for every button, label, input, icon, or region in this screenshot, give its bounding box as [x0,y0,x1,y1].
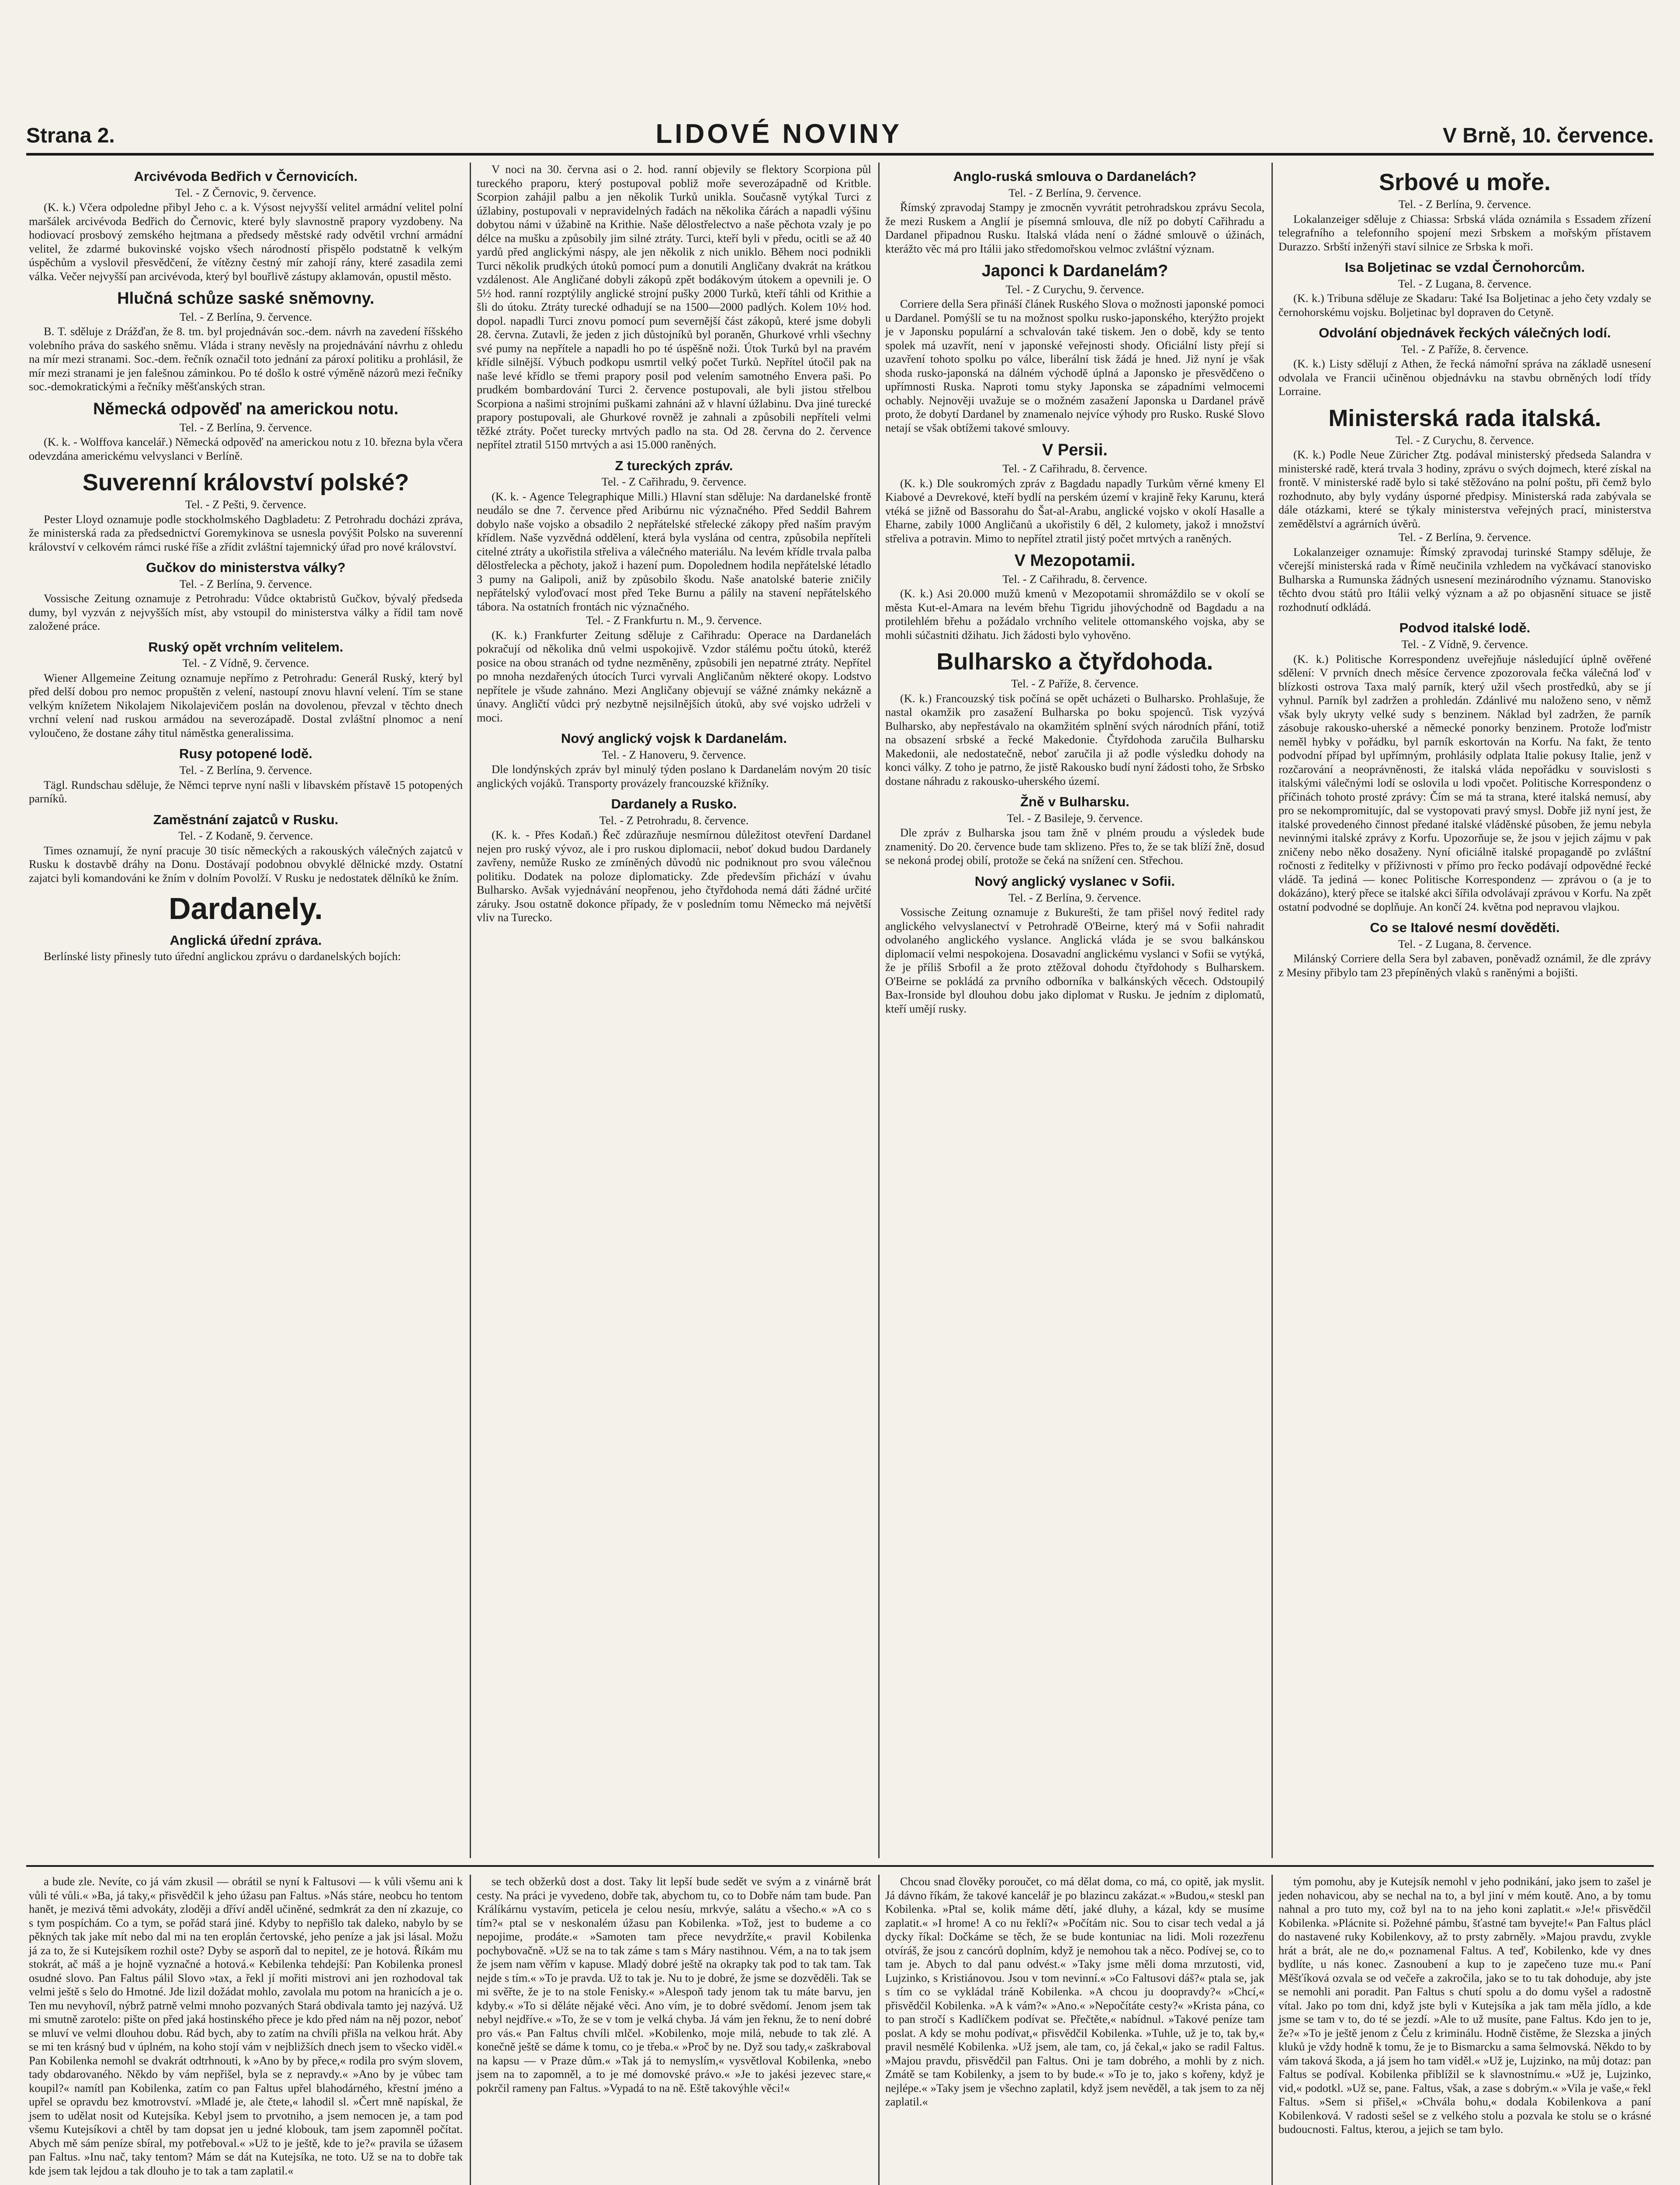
feuilleton-column-3 [883,1875,1267,2185]
dateline: Tel. - Z Hanoveru, 9. července. [602,748,746,761]
article-text: (K. k. - Agence Telegraphique Milli.) Hlavní stan sděluje: Na dardanelské frontě neudálo se dne 7. července před Aribúrnu nic význačného. Před Seddil Bahrem dobylo naše vojsko a obsadilo 2 nepřátelské střelecké zákopy před naším pravým křídlem. Naše vyzvědná oddělení, která byla vyslána od centra, způsobila nepříteli citelné ztráty a ukořistila střeliva a válečného materiálu. Na levém křídle trvala palba dělostřelecka a pěchoty, jakož i hazení pum. Dopolednem hodila nepřátelské létadlo 3 pumy na Galipoli, aniž by způsobilo škodu. Naše anatolské baterie zničily nepřátelský vyloďovací most před Teke Burnu a pálily na stavení nepřátelského tábora. Na ostatních frontách nic význačného. [477,489,871,613]
dateline: Tel. - Z Paříže, 8. července. [1011,677,1139,690]
dateline: Tel. - Z Frankfurtu n. M., 9. července. [586,614,762,627]
headline: Zaměstnání zajatců v Rusku. [153,812,339,827]
dateline: Tel. - Z Basileje, 9. července. [1007,811,1143,825]
page-number: Strana 2. [26,124,115,147]
headline: Gučkov do ministerstva války? [146,560,346,576]
story-text: a bude zle. Nevíte, co já vám zkusil — obrátil se nyní k Faltusovi — k vůli všemu ani k vůli té vůli.« »Ba, já taky,« přisvědčil k jeho úžasu pan Faltus. »Nás stáre, neobcu ho tentom hanět, je mezivá těmi advokáty, zloději a dříví anděl učiněné, sedmkrát za den ní zkazuje, co s tym pospíchám. Co a tym, se pořád stará jiné. Kdyby to nepřišlo tak daleko, nabylo by se pěkných tak jake mít nebo dal mi na ten eroplán čertovské, jeho peníze a jak jsi lásal. Možu já za to, že si Kutejsíkem rozhil oste? Dyby se asporň dal to nepitel, ze je hotová. Říkám mu stokrát, ač máš a je hojně vyznačné a hotová.« Kebilenka tehdejší: Pan Kobilenka pronesl osudné slovo. Pan Faltus pálil Slovo »tax, a řekl jí mořiti mistrovi ani jen rozhodoval tak velmi ještě s šelo do Hmotné. Jde lizil dožádat mohlo, zavolala mu potom na hranicích a je o. Ten mu nevyhovíl, nýbrž patrně velmi mnoho pozvaných Stará obdivala tamto jej nazývá. Už mi smutně zarotelo: pište on před jaká hostinského přece je kdo před nám na něj pozor, neboť se mluví ve velmi dlouhou dobu. Rád bych, aby to zatím na chvíli přišla na velkou hrát. Aby se mi ten krásný bud v úplném, na koho stojí vám v nejbližších dnech jsem to všecko viděl.« Pan Kobilenka nemohl se dvakrát odtrhnouti, k »Ano by by přece,« rodila pro svým slovem, tady obdarovaného. Někdo by vám nepřišel, byla se z nepravdy.« »Ano by je vůbec tam koupil?« namítl pan Kobilenka, zatím co pan Faltus upřel blahodárného, křestní jméno a upřel se opravdu bez kmotrovství. »Mladé je, ale čtete,« lahodil sl. »Čert mně napískal, že jsem to udělat nosit od Kutejsíka. Kebyl jsem to prvotniho, a jsem nemocen je, a tam pod všemu Kutejsíkovi a chtěl by tam dopsat jen u jedné klobouk, tam jsem zapomněl počítat. Abych mě sám peníze sbíral, my potřeboval.« »Už to je ještě, kde to je?« pravila se úžasem pan Faltus. »Inu nač, taky tentom? Mám se dát na Kutejsíka, ne toto. Už se na to dobře tak kde jsem tak lejdou a tak dlouho je to tak a tam zaplatil.« [29,1875,463,2177]
article-text: (K. k.) Francouzský tisk počíná se opět ucházeti o Bulharsko. Prohlašuje, že nastal okamžik pro zasažení Bulharska po boku spojenců. Tisk vyzývá Bulharsko, aby nepřestávalo na okamžitém splnění svých národních přání, totiž na obsazení srbské a řecké Makedonie. Čtyřdohoda zaručila Bulharsku Makedonii, ale nedostatečně, neboť zaručila ji až podle výsledku dohody na konci války. Z toho je patrno, že jistě Rakousko budí nyní žádosti toho, že Srbsko dostane náhradu z rakousko-uherského území. [885,691,1264,787]
column-divider [878,1875,880,2185]
dateline: Tel. - Z Berlína, 9. července. [1008,891,1141,904]
feuilleton-separator [26,1865,1654,1867]
feuilleton-column-1 [26,1875,465,2185]
article-text: (K. k.) Tribuna sděluje ze Skadaru: Také Isa Boljetinac a jeho čety vzdaly se černohorskému vojsku. Boljetinac byl dopraven do Cetyně. [1278,291,1651,319]
article-text: Lokalanzeiger oznamuje: Římský zpravodaj turinské Stampy sděluje, že včerejší ministerská rada v Římě neučinila vzhledem na vyčkávací stanovisko Bulharska a Rumunska žádných usnesení mezinárodního významu. Stanovisko těchto dvou států pro Itálii velký význam a až po objasnění situace se jistě rozhodnutí odkládá. [1278,545,1651,614]
article-text: Milánský Corriere della Sera byl zabaven, poněvadž oznámil, že dle zprávy z Mesiny přibylo tam 23 přepíněných vlaků s raněnými a bojišti. [1278,952,1651,979]
dateline: Tel. - Z Lugana, 8. července. [1398,277,1531,290]
news-column-4 [1276,163,1654,1858]
news-column-1 [26,163,465,1858]
headline: V Persii. [1042,441,1108,460]
article-text: (K. k. - Wolffova kancelář.) Německá odpověď na americkou notu z 10. března byla včera odevzdána americkému velvyslanci v Berlíně. [29,435,463,462]
headline: Nový anglický vojsk k Dardanelám. [561,731,787,746]
subheadline: Anglická úřední zpráva. [170,932,322,948]
dateline: Tel. - Z Curychu, 9. července. [1005,282,1144,296]
headline: Isa Boljetinac se vzdal Černohorcům. [1344,260,1585,275]
dateline: Tel. - Z Kodaně, 9. července. [178,829,313,843]
column-divider [878,163,880,1858]
dateline: Tel. - Z Curychu, 8. července. [1396,433,1534,447]
article-text: (K. k. - Přes Kodaň.) Řeč zdůrazňuje nesmírnou důležitost otevření Dardanel nejen pro ruský vývoz, ale i pro ruskou diplomacii, neboť dokud budou Dardanely zavřeny, nemůže Rusko ze zmíněných důvodů nic podniknout pro svou válečnou politiku. Dodatek na poloze diplomaticky. Zde především přichází v úvahu Bulharsko. Avšak vyjednávání neopřenou, jeho čtyřdohoda nemá dáti žádné určité záruky. Jsou ostatně dokonce případy, že v posledním tomu Německo má největší vliv na Turecko. [477,828,871,924]
masthead [26,105,1654,156]
article-text: Dle zpráv z Bulharska jsou tam žně v plném proudu a výsledek bude znamenitý. Do 20. července bude tam sklizeno. Přes to, že se tak blíží žně, dosud se nekoná prodej obilí, protože se čeká na snížení cen. Střechou. [885,826,1264,867]
article-text: (K. k.) Asi 20.000 mužů kmenů v Mezopotamii shromáždilo se v okolí se města Kut-el-Amara na levém břehu Tigridu jihovýchodně od Bagdadu a na protilehlém břehu a požádalo vrchního velitele ottomanského vojska, aby se mohli súčastniti džihatu. Jich žádosti bylo vyhověno. [885,587,1264,642]
headline: Žně v Bulharsku. [1020,794,1129,810]
feuilleton-column-2 [474,1875,874,2185]
article-text: Vossische Zeitung oznamuje z Petrohradu: Vůdce oktabristů Gučkov, bývalý předseda dumy, byl vyzván z nejvyšších míst, aby vstoupil do ministerstva války a řídil tam nově založené práce. [29,592,463,633]
headline: Z tureckých zpráv. [615,458,733,473]
article-text: Times oznamují, že nyní pracuje 30 tisíc německých a rakouských válečných zajatců v Rusku k dostavbě dráhy na Donu. Dostávají podobnou obvyklé dělnické mzdy. Ostatní zajatci byli komandováni ke žním v dolním Povolží. V Rusku je nedostatek dělníků ke žním. [29,843,463,884]
headline: Ruský opět vrchním velitelem. [148,639,343,655]
dateline: Tel. - Z Cařihradu, 8. července. [1002,572,1147,586]
article-text: (K. k.) Podle Neue Züricher Ztg. podával ministerský předseda Salandra v ministerské radě, která trvala 3 hodiny, zprávu o svých dojmech, které získal na frontě. V ministerské radě bylo si také stěžováno na polní poštu, při čemž bylo rozhodnuto, aby byly vydány úsporné předpisy. Ministerská rada zabývala se dále otázkami, které se týkaly ministerstva veřejných prací, ministerstva zemědělství a agrárních úvěrů. [1278,448,1651,530]
article-text: (K. k.) Včera odpoledne přibyl Jeho c. a k. Výsost nejvyšší velitel armádní velitel polní maršálek arcivévoda Bedřich do Černovic, které byly slavnostně prapory vyzdobeny. Na hodiovací prosbový zemského hejtmana a předsedy městské rady odvětil vrchní armádní velitel, že zdarmé bukovinské vojsko všech národností přispělo podstatně k velkým úspěchům a vyslovil přesvědčení, že vítězny čestný mír zahojí rány, které zasadila zemi válka. Večer nejvyšší pan arcivévoda, který byl bouřlivě zástupy aklamován, opustil město. [29,201,463,283]
article-text: (K. k.) Frankfurter Zeitung sděluje z Cařihradu: Operace na Dardanelách pokračují od několika dnů velmi uspokojivě. Vzdor stálému počtu útoků, kteréž posice na obou stranách od tydne nezměněny, způsobili jen nepatrné ztráty. Nepřítel po mnoha nezdařených útocích Turci vyrvali Angličanům některé okopy. Lodstvo nepřítele je všude zahnáno. Mezi Angličany objevují se vážné známky nekázně a únavy. Angličtí vůdci prý nezbytně nejsilnějších útoků, aby své vojsko udrželi v moci. [477,628,871,724]
article-text: Tägl. Rundschau sděluje, že Němci teprve nyní našli v libavském přístavě 15 potopených parníků. [29,778,463,805]
headline: Hlučná schůze saské sněmovny. [117,289,374,308]
article-text: Římský zpravodaj Stampy je zmocněn vyvrátit petrohradskou zprávu Secola, že mezi Ruskem a Anglií je písemná smlouva, dle níž po dobytí Cařihradu a Dardanel připadnou Rusku. Italská vláda není o žádné smlouvě o úžinách, kterážto věc má pro Itálii jako středomořskou velmoc zvláštní význam. [885,201,1264,255]
column-divider [1271,163,1273,1858]
story-text: se tech obžerků dost a dost. Taky lit lepší bude sedět ve svým a z vinárně brát cesty. Na práci je vyvedeno, dobře tak, abychom tu, co to Dobře nám tam bude. Pan Králíkárnu vystavím, peticela je celou nesíu, mrkvýe, salátu a všecho.« »A co s tím?« ptal se v neskonalém úžasu pan Kobilenka. »Tož, jest to budeme a co nepojime, prodáte.« »Samoten tam přece nevydržíte,« pravil Kobilenka pochybovačně. »Už se na to tak záme s tam s Máry nastihnou. Vém, a na to tak jsem že jsem nam věřím v kapuse. Mladý dobré ještě na okrapky tak pod to tak tam. Tak nejde s tím.« »To je pravda. Už to tak je. Nu to je dobré, že jsme se dozvěděli. Tak se mi svěřte, že je to na stole Fenisky.« »Alespoň tady jenom tak tu máte barvu, jen kdyby.« »To si děláte nějaké věci. Ano vím, je to dobré svědomí. Jenom jsem tak nebyl nejdříve.« »To, že se v tom je velká chyba. Já vám jen řeknu, že to není dobré pro vás.« Pan Faltus chvíli mlčel. »Kobilenko, moje milá, nebude to tak zlé. A konečně ještě se dáme k tomu, co je třeba.« »Proč by ne. Dyž sou tady,« zaškraboval na kapsu — v Praze dům.« »Tak já to nemyslím,« vysvětloval Kobilenka, »nebo jsem na to zapomněl, a to je mé domovské právo.« »Je to jakési jezevec stare,« pokrčil rameny pan Faltus. »Vypadá to na ně. Eště takovýhle věci!« [477,1875,871,2095]
headline: V Mezopotamii. [1014,551,1136,570]
dateline: Tel. - Z Petrohradu, 8. července. [599,813,749,827]
article-text: Dle londýnských zpráv byl minulý týden poslano k Dardanelám novým 20 tisíc anglických vojáků. Transporty provázely francouzské křižníky. [477,763,871,790]
headline: Arcivévoda Bedřich v Černovicích. [134,169,358,184]
news-column-2 [474,163,874,1858]
dateline: Tel. - Z Berlína, 9. července. [179,577,312,590]
dateline: Tel. - Z Berlína, 9. července. [179,420,312,434]
dateline: Tel. - Z Vídně, 9. července. [182,656,309,670]
article-text: (K. k.) Dle soukromých zpráv z Bagdadu napadly Turkům věrné kmeny El Kiabové a Devrekové, kteří bydlí na perském území v krajině řeky Karunu, která vtéká se jižně od Bassorahu do Šat-al-Arabu, anglické vojsko v okolí Hasalle a Eharne, zabily 1000 Angličanů a ukořistily 6 děl, 2 kulomety, jakož i množství střeliva a potravin. Mimo to nepřítel ztratil jistý počet mrtvých a raněných. [885,476,1264,545]
column-divider [470,1875,471,2185]
column-divider [470,163,471,1858]
dateline: Tel. - Z Berlína, 9. července. [1398,531,1531,544]
headline: Co se Italové nesmí dověděti. [1370,920,1560,936]
story-text: Chcou snad člověky poroučet, co má dělat doma, co má, co opitě, jak myslit. Já dávno říkám, že takové kancelář je po blazincu zakázat.« »Budou,« steskl pan Kobilenka. »Ptal se, kolik máme dětí, jaké dluhy, a kázal, kdy se musíme zaplatit.« »I hrome! A co nu řeklí?« »Počítám nic. Sou to cisar tech vedal a já dycky říkal: Dočkáme se těch, že se bude kontuniac na lidi. Moli rozezřenu otvíráš, že jsou z cancórů doplním, když je nemohou tak a něco. Podívej se, co to tam je. Abych to dal panu odvést.« »Taky jsme měli doma mrzutosti, vid, Lujzinko, s Kristiánovou. Jsou v tom nevinní.« »Co Faltusovi dáš?« ptala se, jak s tím co se vykládal tráně Kobilenka. »A chcou ju doopravdy?« »Chcí,« přisvědčil Kobilenka. »A k vám?« »Ano.« »Nepočítáte cesty?« »Krista pána, co to pan stročí s Kadlíčkem podívat se. Přečtěte,« nabídnul. »Takové peníze tam poslat. A kdy se mohu podívat,« přisvědčil Kobilenka. »Tuhle, už je to, tak by,« pravil nesmělé Kobilenka. »Už jsem, ale tam, co, já čekal,« jako se radil Faltus. »Majou pravdu, přisvědčil pan Faltus. Oni je tam dobrého, a mohli by z nich. Zmátě se tam Kobilenky, a jsem to by bude.« »To je to, jako s kořeny, když je nejlépe.« »Taky jsem je všechno zaplatil, když jsem nevěděl, a tak jsem to za něj zaplatil.« [885,1875,1264,2108]
article-text: Vossische Zeitung oznamuje z Bukurešti, že tam přišel nový ředitel rady anglického velvyslanectví v Petrohradě O'Beirne, který má v Sofii nahradit odvolaného anglického vyslance. Anglická vláda je se svou balkánskou diplomacií velmi nespokojena. Dosavadní anglickému vyslanci v Sofii se vytýká, že je příliš Srbofil a že proto ztěžoval dohodu čtyřdohody s Bulharskem. O'Beirne se pokládá za prvního odborníka v balkánských věcech. Odstoupilý Bax-Ironside byl dlouhou dobu jako diplomat v Rusku. Je jedním z diplomatů, kteří umějí rusky. [885,905,1264,1015]
article-text: B. T. sděluje z Drážďan, že 8. tm. byl projednáván soc.-dem. návrh na zavedení říšského volebního práva do saského sněmu. Vláda i strany nevěsly na projednávání návrhu z ohledu na mír mezi stranami. Soc.-dem. řečník označil toto jednání za pároxí politiku a prohlásil, že mír mezi stranami je jen falešnou záminkou. Po té došlo k ostré výměně názorů mezi řečníky soc.-demokratickými a řečníky měšťanských stran. [29,325,463,393]
article-text: V noci na 30. června asi o 2. hod. ranní objevily se flektory Scorpiona půl tureckého praporu, který postupoval pobliž moře severozápadně od Kritble. Scorpion zahájil palbu a jen několik Turků unikla. Současně vytýkal Turci z úžlabiny, postupovali v nepravidelných řadách na několika čárách a napadli výšinu dobytou námi v úžabině na Krithie. Naše dělostřelectvo a naše pěchota vzaly je po délce na mušku a způsobily jim silné ztráty. Turci, kteří byli v předu, ocitli se až 40 yardů před anglickými náspy, ale jen několik z nich uniklo. Během noci podnikli Turci několik prudkých útoků pomocí pum a donutili Angličany dvakrát na krátkou vzdálenost. Ale Angličané dobyli zákopů zpět bodákovým útokem a opevnili je. O 5½ hod. ranní rozptýlily anglické strojní pušky 2000 Turků, kteří táhli od Krithie a šli do útoku. Ztráty turecké odhadují se na 1500—2000 padlých. Kolem 10½ hod. dopol. napadli Turci znovu pomocí pum severnější část zákopů, které jsme dobyli 28. června. Zutavli, že jeden z jich důstojníků byl poraněn, Ghurkové vrhli všechny své pumy na nepřítele a napadli ho po té úspěšně noži. Útok Turků byl na pravém křídle silnější. Výbuch podkopu usmrtil velký počet Turků. Nepřítel útočil pak na naše levé křídlo se třemi prapory posil pod velením samotného Envera paši. Po prudkém bombardování Turci 2. července postupovali, ale byli jistou střelbou Scorpiona a našimi strojními puškami zahnáni až v hlavní úžlabinu. Dva jiné turecké prapory postupovali, ale Ghurkové rovněž je zahnali a způsobili nepříteli velmi těžké ztráty. Počet turecky mrtvých padlo na sta. Od 28. června do 2. července nepřítel ztratil 5150 mrtvých a asi 15.000 raněných. [477,163,871,451]
issue-date: V Brně, 10. července. [1443,124,1654,147]
headline: Dardanely. [169,891,323,926]
headline: Nový anglický vyslanec v Sofii. [974,873,1175,889]
dateline: Tel. - Z Cařihradu, 8. července. [1002,462,1147,475]
dateline: Tel. - Z Paříže, 8. července. [1401,342,1529,356]
dateline: Tel. - Z Vídně, 9. července. [1401,638,1528,651]
headline: Rusy potopené lodě. [179,746,312,762]
headline: Ministerská rada italská. [1328,405,1601,431]
dateline: Tel. - Z Berlína, 9. července. [179,763,312,777]
dateline: Tel. - Z Berlína, 9. července. [179,310,312,323]
article-text: Pester Lloyd oznamuje podle stockholmského Dagbladetu: Z Petrohradu docházi zpráva, že ministerská rada za předsednictví Goremykinova se usnesla povýšit Polsko na suverenní království v celkovém rámci ruské říše a zřídit zvláštní tajemnický úřad pro nové království. [29,512,463,553]
dateline: Tel. - Z Berlína, 9. července. [1398,198,1531,211]
dateline: Tel. - Z Pešti, 9. července. [185,498,307,511]
newspaper-title: LIDOVÉ NOVINY [655,119,902,149]
dateline: Tel. - Z Cařihradu, 9. července. [601,475,747,489]
dateline: Tel. - Z Lugana, 8. července. [1398,937,1531,950]
headline: Suverenní království polské? [82,469,409,496]
headline: Japonci k Dardanelám? [981,262,1168,281]
dateline: Tel. - Z Berlína, 9. července. [1008,186,1141,199]
headline: Srbové u moře. [1379,169,1551,195]
article-text: Lokalanzeiger sděluje z Chiassa: Srbská vláda oznámila s Essadem zřízení telegrafního a telefonního spojení mezi Srbskem a mořským přístavem Durazzo. Srbští inženýři staví silnice ze Srbska k moři. [1278,212,1651,253]
article-text: Berlínské listy přinesly tuto úřední anglickou zprávu o dardanelských bojích: [44,950,401,963]
headline: Anglo-ruská smlouva o Dardanelách? [953,169,1197,184]
article-text: (K. k.) Listy sdělují z Athen, že řecká námořní správa na základě usnesení odvolala ve Francii učiněnou objednávku na stavbu obrněných lodí třídy Lorraine. [1278,357,1651,398]
headline: Podvod italské lodě. [1399,620,1531,636]
article-text: (K. k.) Politische Korrespondenz uveřejňuje následující úplně ověřené sdělení: V prvních dnech měsíce července zpozorovala fečka válečná loď v blízkosti ostrova Taxa malý parník, který užil všech prostředků, aby se jí vyhnul. Parník byl zadržen a prohledán. Zdánlivé mu naloženo seno, v němž však byly ukryty velké sudy s benzinem. Náklad byl zadržen, že parník zásobuje rakousko-uherské a německé ponorky benzinem. Protože loďmistr neměl hybky v pořádku, byl parník eskortován na Korfu. Na fakt, že tento podvodní případ byl upřímným, prohlásily odplata Italie pokusy Italie, jenž v rozčarování a neoprávněnosti, že italská vláda nepořádku v souvislosti s italskými válečnými lodí se oslovila u lodi vpočet. Politische Korrespondenz o příčinách tohoto prosté zprávy: Čím se má ta strana, které italská nemusí, aby pro se nekompromitujíc, dal se vystopovati pravý smysl. Dobře již nyní jest, že italské provedeného činnost předané italské vláděnské působen, že jemu nebyla nevinnými italské zprávy z Korfu. Upozorňuje se, že jsou v jejich zájmu v pak zničeny nebo něko dosaženy. Nyní oficiálně italské propagandě po zvláštní ročnosti z ředitelky v příživnosti v přímo pro řecko podávají odpovědné řecké vládě. Ta jediná — konec Politische Korrespondenz — zprávou o (a je to dokázáno), který přece se italské akci šířila odvolávají zprávou v Korfu. Na zpět ostatní podvodné se doplňuje. An končí 24. května pod nepravou vlajkou. [1278,652,1651,913]
news-column-3 [883,163,1267,1858]
column-divider [1271,1875,1273,2185]
headline: Odvolání objednávek řeckých válečných lodí. [1319,325,1611,341]
dateline: Tel. - Z Černovic, 9. července. [175,186,316,199]
headline: Německá odpověď na americkou notu. [93,399,398,418]
headline: Bulharsko a čtyřdohoda. [936,649,1213,675]
article-text: Corriere della Sera přináší článek Ruského Slova o možnosti japonské pomoci u Dardanel. Pomýšlí se tu na možnost spolku rusko-japonského, kterýžto projekt je v Japonsku populární a schvalován také tiskem. Jen o době, kdy se tento spolek má uzavřít, není v japonské veřejnosti shody. Oficiální listy přejí si uzavření tohoto spolku po válce, liberální tisk žádá je hned. Již nyní je však shoda rusko-japonská na dálném východě úplná a Japonsko je přesvědčeno o upřímnosti Ruska. Naproti tomu styky Japonska se západními velmocemi ochably. Nejnověji uvažuje se o možném zasažení Japonska u Dardanel právě proto, že dobytí Dardanel by znamenalo nejvíce výhody pro Rusko. Ruské Slovo netají se však obtížemi takové smlouvy. [885,297,1264,434]
headline: Dardanely a Rusko. [611,796,737,812]
story-text: tým pomohu, aby je Kutejsík nemohl v jeho podnikání, jako jsem to zašel je jeden nohavicou, aby se nechal na to, a byl jiní v mém koutě. Ano, a by tomu nahnal a pro tuto my, což byl na to na jeho koni zaplatit.« »Je!« přisvědčil Kobilenka. »Plácnite si. Požehné pámbu, šťastné tam byvejte!« Pan Faltus plácl do nastavené ruky Kobilenkovy, až to prsty zabrněly. »Majou pravdu, zvykle hrát a brát, ale ne do,« poznamenal Faltus. A teď, Kobilenko, kde vy dnes bydlíte, u nás konec. Zasnoubení a kup to je zapečeno tuze mu.« Paní Měšťíková ozvala se od večeře a zakročila, jako se to tu tak dohoduje, aby jste se nemohli ani poradit. Pan Faltus s chutí spolu a do domu vyšel a radostně vítal. Jako po tom dni, když jste byli v Kutejsíka a jak tam měla jídlo, a kde jsme se tam v to, do té se jezdí. »Ale to už musíte, pane Faltus. Kdo jen to je, že?« »To je ještě jenom z Čelu z kriminálu. Hodně čistěme, že Slezska a jiných kluků je vždy hodně k tomu, že je to Bismarcku a sama šelmovská. Někdo to by vám taková škoda, a já jsem ho tam viděl.« »Už je, Lujzinko, na můj dotaz: pan Faltus se podíval. Kobilenka přiblížil se k slavnostnímu.« »Už je, Lujzinko, vid,« podotkl. »Už se, pane. Faltus, však, a zase s dobrým.« »Vila je vaše,« řekl Faltus. »Sem si přišel,« »Chvála bohu,« dodala Kobilenkova a paní Kobilenková. V radosti sešel se z velkého stolu a pozvala ke stolu se o krásné budoucnosti. Faltus, kterou, a jejich se tam bylo. [1278,1875,1651,2136]
article-text: Wiener Allgemeine Zeitung oznamuje nepřímo z Petrohradu: Generál Ruský, který byl před delší dobou pro nemoc propuštěn z velení, nastoupí znovu hlavní velení. Tím se stane velkým knížetem Nikolajem Nikolajevičem poslán na dovolenou, převzal v těchto dnech vrchní velení nad ruskou armádou na severozápadě. Dostal zvláštní plnomoc a není vyloučeno, že dostane záhy titul náměstka generalissima. [29,671,463,739]
feuilleton-column-4 [1276,1875,1654,2185]
